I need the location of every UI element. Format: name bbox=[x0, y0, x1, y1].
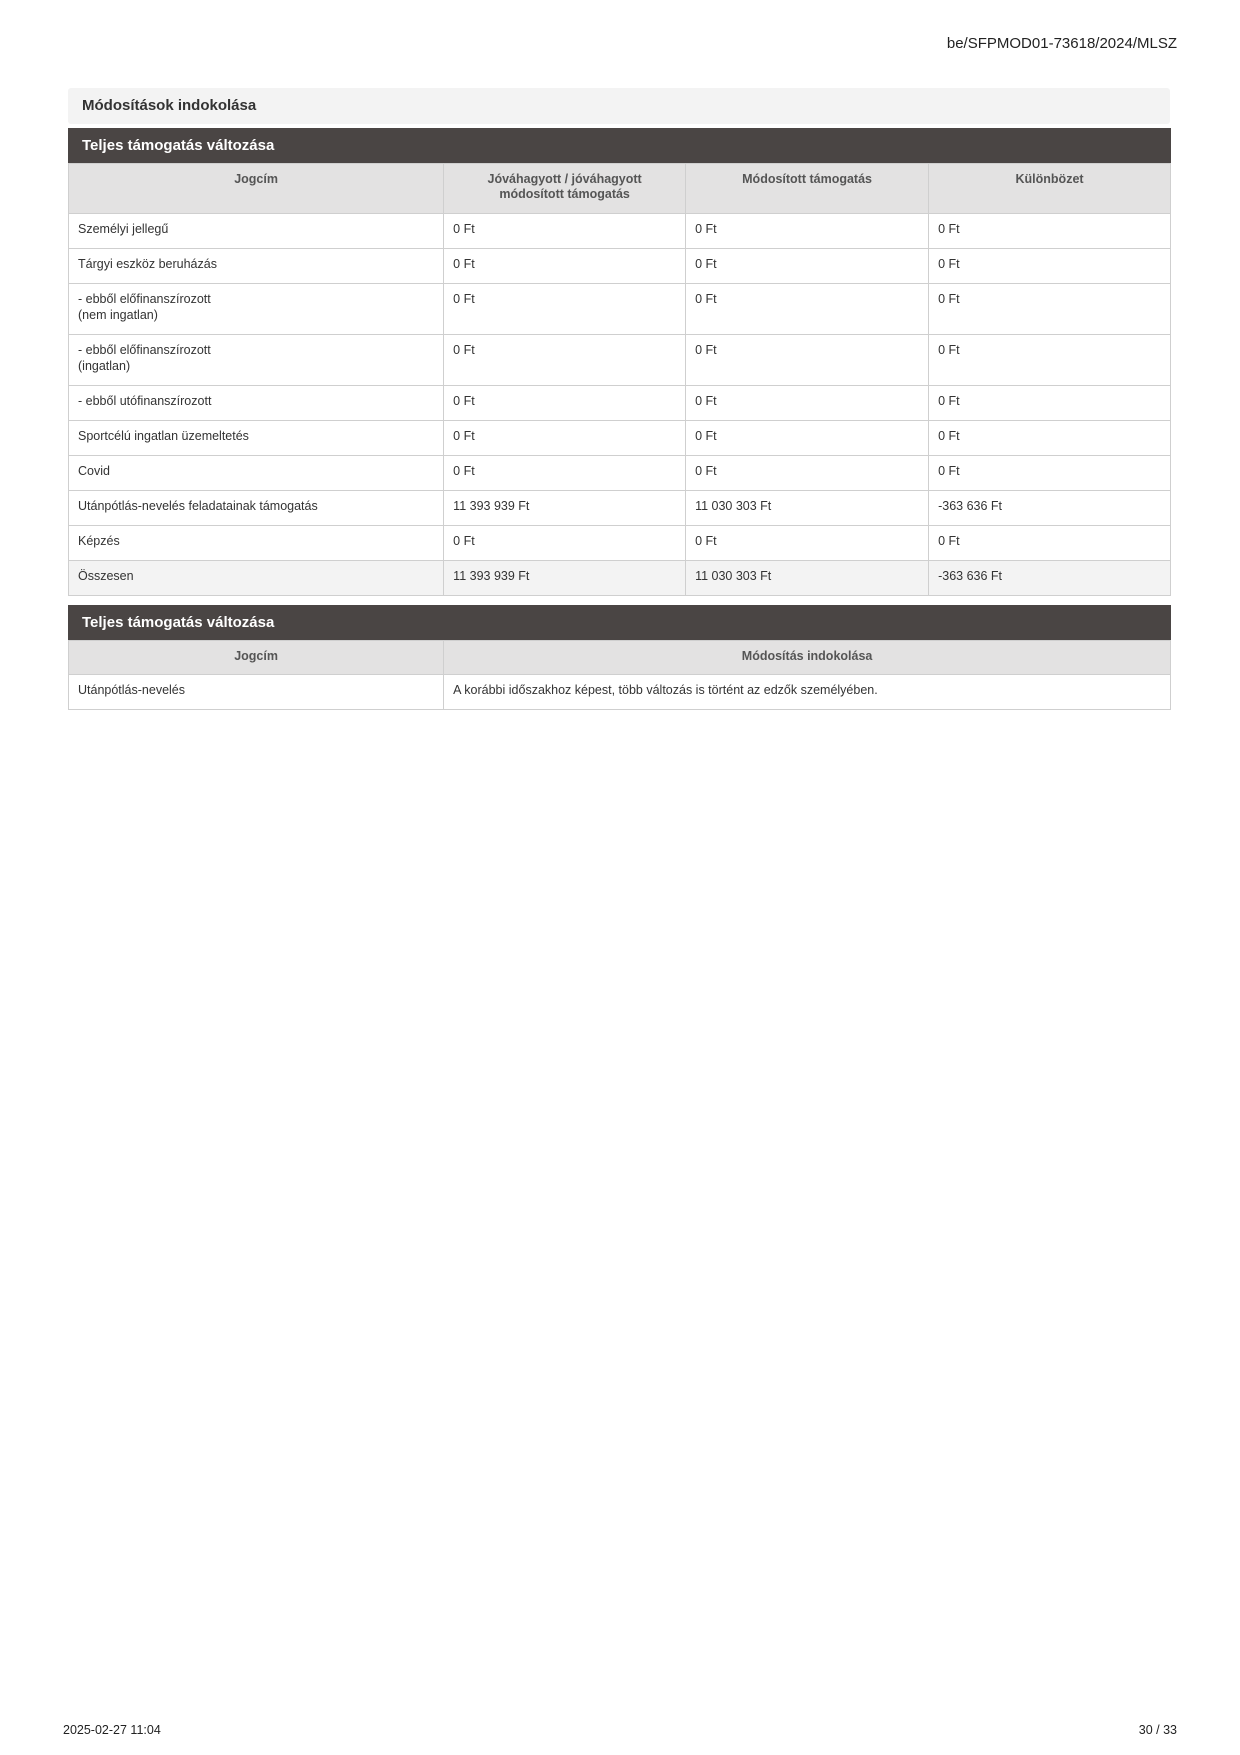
row-approved: 0 Ft bbox=[444, 421, 686, 456]
row-difference: 0 Ft bbox=[929, 386, 1171, 421]
row-approved: 0 Ft bbox=[444, 526, 686, 561]
row-difference: 0 Ft bbox=[929, 214, 1171, 249]
table-row bbox=[69, 421, 1171, 456]
row-modified: 0 Ft bbox=[686, 249, 929, 284]
total-approved: 11 393 939 Ft bbox=[444, 561, 686, 596]
column-header-title: Jogcím bbox=[69, 164, 444, 214]
row-difference: 0 Ft bbox=[929, 421, 1171, 456]
column-header-modified: Módosított támogatás bbox=[686, 164, 929, 214]
support-change-table bbox=[68, 163, 1171, 596]
column-header-justification: Módosítás indokolása bbox=[444, 641, 1171, 675]
row-approved: 0 Ft bbox=[444, 456, 686, 491]
row-approved: 0 Ft bbox=[444, 214, 686, 249]
table-row bbox=[69, 456, 1171, 491]
row-approved: 0 Ft bbox=[444, 335, 686, 386]
row-difference: 0 Ft bbox=[929, 526, 1171, 561]
row-modified: 11 030 303 Ft bbox=[686, 491, 929, 526]
row-modified: 0 Ft bbox=[686, 284, 929, 335]
row-difference: 0 Ft bbox=[929, 284, 1171, 335]
row-approved: 0 Ft bbox=[444, 284, 686, 335]
row-difference: 0 Ft bbox=[929, 456, 1171, 491]
column-header-title: Jogcím bbox=[69, 641, 444, 675]
row-modified: 0 Ft bbox=[686, 456, 929, 491]
column-header-difference: Különbözet bbox=[929, 164, 1171, 214]
table-row bbox=[69, 335, 1171, 386]
row-difference: 0 Ft bbox=[929, 249, 1171, 284]
row-difference: -363 636 Ft bbox=[929, 491, 1171, 526]
row-modified: 0 Ft bbox=[686, 214, 929, 249]
page-number: 30 / 33 bbox=[1138, 1723, 1177, 1737]
section-title: Módosítások indokolása bbox=[68, 88, 1170, 124]
document-reference: be/SFPMOD01-73618/2024/MLSZ bbox=[946, 35, 1177, 52]
row-title: Sportcélú ingatlan üzemeltetés bbox=[69, 421, 444, 456]
row-modified: 0 Ft bbox=[686, 421, 929, 456]
table-header-row bbox=[69, 641, 1171, 675]
row-difference: 0 Ft bbox=[929, 335, 1171, 386]
table-row bbox=[69, 386, 1171, 421]
row-title: Covid bbox=[69, 456, 444, 491]
table-row bbox=[69, 491, 1171, 526]
total-modified: 11 030 303 Ft bbox=[686, 561, 929, 596]
row-title: Utánpótlás-nevelés feladatainak támogatás bbox=[69, 491, 444, 526]
row-title: - ebből előfinanszírozott (nem ingatlan) bbox=[69, 284, 444, 335]
row-approved: 0 Ft bbox=[444, 386, 686, 421]
support-change-panel bbox=[68, 128, 1171, 596]
table-row bbox=[69, 675, 1171, 710]
justification-title: Teljes támogatás változása bbox=[68, 605, 1171, 640]
footer-timestamp: 2025-02-27 11:04 bbox=[63, 1723, 161, 1737]
row-approved: 0 Ft bbox=[444, 249, 686, 284]
column-header-approved: Jóváhagyott / jóváhagyott módosított támogatás bbox=[444, 164, 686, 214]
row-modified: 0 Ft bbox=[686, 335, 929, 386]
total-row bbox=[69, 561, 1171, 596]
total-difference: -363 636 Ft bbox=[929, 561, 1171, 596]
total-title: Összesen bbox=[69, 561, 444, 596]
table-row bbox=[69, 214, 1171, 249]
justification-table bbox=[68, 640, 1171, 710]
table-row bbox=[69, 526, 1171, 561]
row-title: - ebből előfinanszírozott (ingatlan) bbox=[69, 335, 444, 386]
row-justification: A korábbi időszakhoz képest, több változás is történt az edzők személyében. bbox=[444, 675, 1171, 710]
row-modified: 0 Ft bbox=[686, 526, 929, 561]
table-header-row bbox=[69, 164, 1171, 214]
row-title: Személyi jellegű bbox=[69, 214, 444, 249]
row-title: Utánpótlás-nevelés bbox=[69, 675, 444, 710]
row-title: Képzés bbox=[69, 526, 444, 561]
row-title: - ebből utófinanszírozott bbox=[69, 386, 444, 421]
row-title: Tárgyi eszköz beruházás bbox=[69, 249, 444, 284]
table-row bbox=[69, 249, 1171, 284]
justification-panel bbox=[68, 605, 1171, 710]
support-change-title: Teljes támogatás változása bbox=[68, 128, 1171, 163]
row-approved: 11 393 939 Ft bbox=[444, 491, 686, 526]
table-row bbox=[69, 284, 1171, 335]
row-modified: 0 Ft bbox=[686, 386, 929, 421]
